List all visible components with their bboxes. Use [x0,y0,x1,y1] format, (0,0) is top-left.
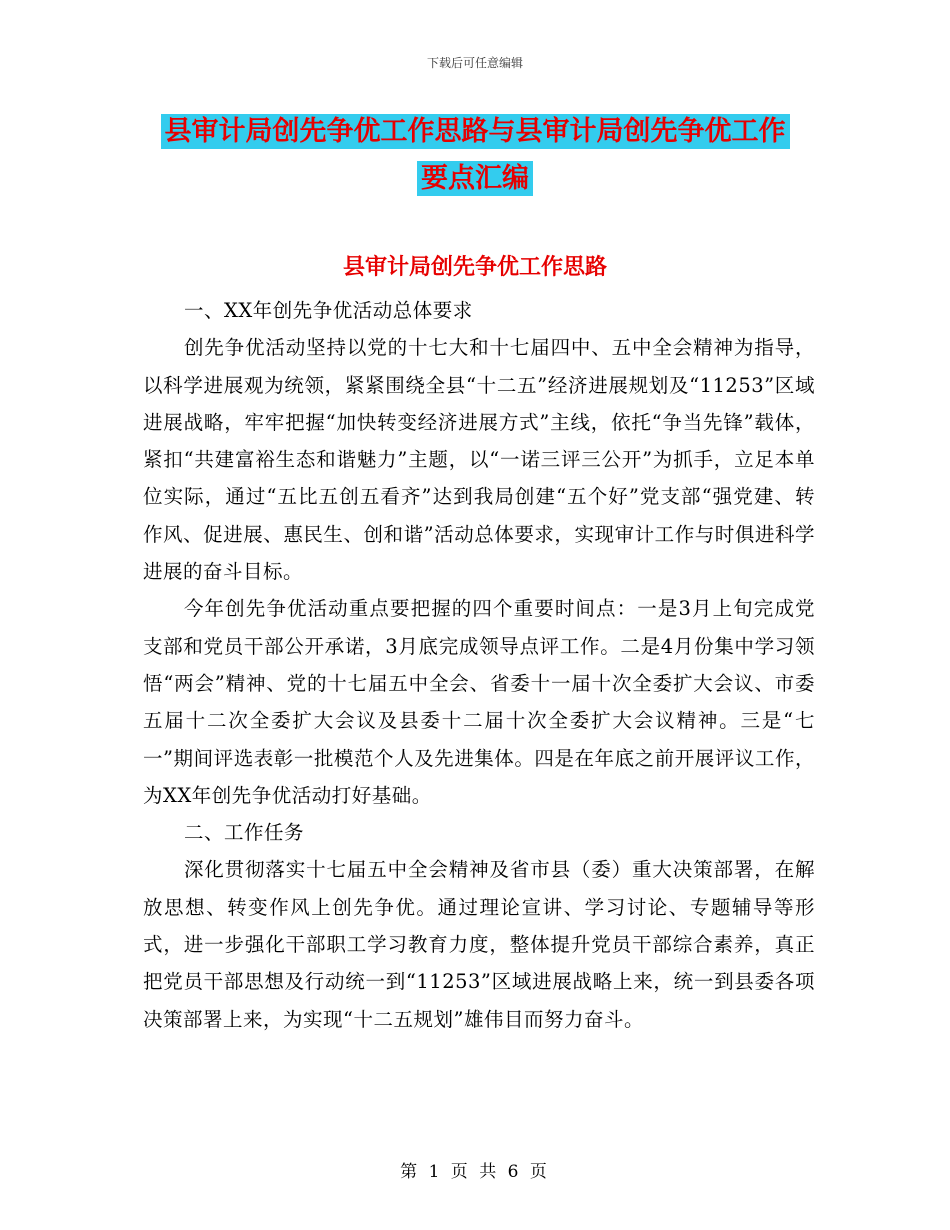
paragraph: 今年创先争优活动重点要把握的四个重要时间点：一是3月上旬完成党支部和党员干部公开承诺，3月底完成领导点评工作。二是4月份集中学习领悟“两会”精神、党的十七届五中全会、省委十一届十次全委扩大会议、市委五届十二次全委扩大会议及县委十二届十次全委扩大会议精神。三是“七一”期间评选表彰一批模范个人及先进集体。四是在年底之前开展评议工作，为XX年创先争优活动打好基础。 [143,597,815,807]
page-header-note: 下载后可任意编辑 [426,56,523,70]
document-title-line-1: 县审计局创先争优工作思路与县审计局创先争优工作 [161,114,790,149]
document-body [143,292,815,1038]
paragraph: 深化贯彻落实十七届五中全会精神及省市县（委）重大决策部署，在解放思想、转变作风上创先争优。通过理论宣讲、学习讨论、专题辅导等形式，进一步强化干部职工学习教育力度，整体提升党员干部综合素养，真正把党员干部思想及行动统一到“11253”区域进展战略上来，统一到县委各项决策部署上来，为实现“十二五规划”雄伟目而努力奋斗。 [143,858,815,1031]
document-title-line-2: 要点汇编 [417,161,533,196]
paragraph-heading-2: 二、工作任务 [183,821,304,845]
page-number-footer: 第 1 页 共 6 页 [400,1162,550,1182]
paragraph-heading-1: 一、XX年创先争优活动总体要求 [183,299,473,322]
section-title: 县审计局创先争优工作思路 [342,255,607,280]
paragraph: 创先争优活动坚持以党的十七大和十七届四中、五中全会精神为指导，以科学进展观为统领，紧紧围绕全县“十二五”经济进展规划及“11253”区域进展战略，牢牢把握“加快转变经济进展方式”主线，依托“争当先锋”载体，紧扣“共建富裕生态和谐魅力”主题，以“一诺三评三公开”为抓手，立足本单位实际，通过“五比五创五看齐”达到我局创建“五个好”党支部“强党建、转作风、促进展、惠民生、创和谐”活动总体要求，实现审计工作与时俱进科学进展的奋斗目标。 [143,336,815,584]
document-title [0,108,950,202]
